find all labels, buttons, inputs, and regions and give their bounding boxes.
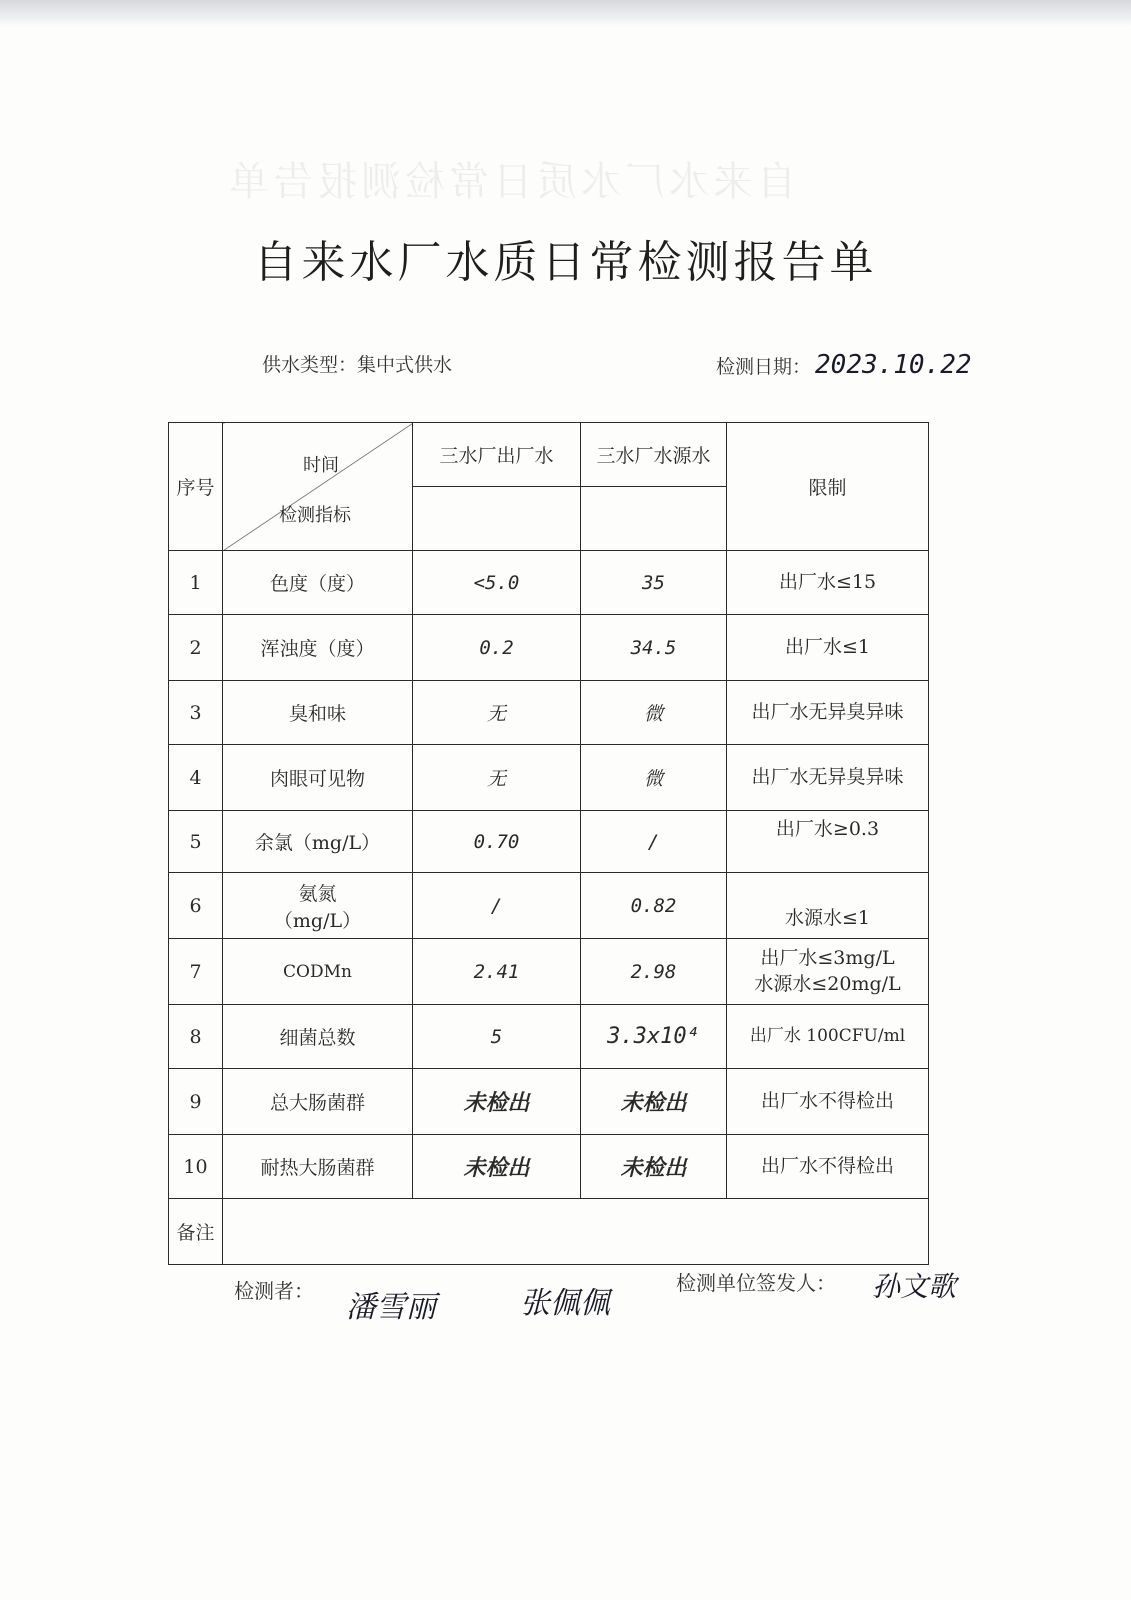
- supply-type: [262, 350, 452, 377]
- indicator-name: 臭和味: [223, 681, 413, 745]
- outlet-value: /: [413, 873, 581, 939]
- outlet-value: 0.70: [413, 811, 581, 873]
- col-header-source: 三水厂水源水: [581, 423, 727, 487]
- outlet-subheader-cell: [413, 487, 581, 551]
- limit-value: 水源水≤1: [727, 873, 929, 939]
- source-value: 未检出: [581, 1135, 727, 1199]
- source-value: 未检出: [581, 1069, 727, 1135]
- source-value: /: [581, 811, 727, 873]
- source-value: 0.82: [581, 873, 727, 939]
- limit-value: 出厂水不得检出: [727, 1135, 929, 1199]
- limit-value: 出厂水 100CFU/ml: [727, 1005, 929, 1069]
- table-row: [169, 681, 929, 745]
- col-header-limit: 限制: [727, 423, 929, 551]
- limit-value: 出厂水无异臭异味: [727, 681, 929, 745]
- table-row: [169, 551, 929, 615]
- limit-value: 出厂水≤1: [727, 615, 929, 681]
- scan-edge: [0, 0, 1131, 26]
- diagonal-header-cell: [223, 423, 413, 551]
- limit-value: 出厂水无异臭异味: [727, 745, 929, 811]
- outlet-value: 2.41: [413, 939, 581, 1005]
- indicator-name: 色度（度）: [223, 551, 413, 615]
- row-number: 2: [169, 615, 223, 681]
- inspector-label: 检测者：: [234, 1279, 314, 1303]
- water-quality-table: [168, 422, 929, 1265]
- limit-value: 出厂水≥0.3: [727, 811, 929, 873]
- row-number: 7: [169, 939, 223, 1005]
- outlet-value: <5.0: [413, 551, 581, 615]
- page-title: 自来水厂水质日常检测报告单: [253, 237, 878, 288]
- indicator-name: [223, 873, 413, 939]
- test-date-value: 2023.10.22: [815, 350, 972, 380]
- source-value: 2.98: [581, 939, 727, 1005]
- supply-type-value: 集中式供水: [357, 354, 453, 376]
- row-number: 10: [169, 1135, 223, 1199]
- table-row: [169, 745, 929, 811]
- table-row: [169, 1135, 929, 1199]
- table-row: [169, 873, 929, 939]
- table-row: [169, 811, 929, 873]
- indicator-name: 余氯（mg/L）: [223, 811, 413, 873]
- row-number: 1: [169, 551, 223, 615]
- indicator-name: 细菌总数: [223, 1005, 413, 1069]
- source-subheader-cell: [581, 487, 727, 551]
- source-value: 3.3x10⁴: [581, 1005, 727, 1069]
- remarks-row: [169, 1199, 929, 1265]
- table-row: [169, 1069, 929, 1135]
- limit-value: 出厂水不得检出: [727, 1069, 929, 1135]
- inspector-signature-1: 潘雪丽: [346, 1290, 436, 1325]
- row-number: 6: [169, 873, 223, 939]
- remarks-content: [223, 1199, 929, 1265]
- table-row: [169, 615, 929, 681]
- table-header-row: [169, 423, 929, 487]
- test-date-label: 检测日期：: [716, 356, 812, 378]
- outlet-value: 无: [413, 681, 581, 745]
- indicator-name: 浑浊度（度）: [223, 615, 413, 681]
- indicator-name: 肉眼可见物: [223, 745, 413, 811]
- outlet-value: 0.2: [413, 615, 581, 681]
- outlet-value: 未检出: [413, 1135, 581, 1199]
- col-header-outlet: 三水厂出厂水: [413, 423, 581, 487]
- seq-header: 序号: [169, 423, 223, 551]
- source-value: 35: [581, 551, 727, 615]
- remarks-label: 备注: [169, 1199, 223, 1265]
- inspector-signature-2: 张佩佩: [520, 1286, 610, 1321]
- issuer-label: 检测单位签发人：: [676, 1271, 836, 1295]
- table-row: [169, 1005, 929, 1069]
- supply-type-label: 供水类型：: [262, 354, 358, 376]
- indicator-name-line2: （mg/L）: [273, 909, 362, 932]
- limit-line2: 水源水≤20mg/L: [754, 972, 901, 995]
- outlet-value: 无: [413, 745, 581, 811]
- outlet-value: 5: [413, 1005, 581, 1069]
- limit-value: [727, 939, 929, 1005]
- row-number: 3: [169, 681, 223, 745]
- row-number: 9: [169, 1069, 223, 1135]
- outlet-value: 未检出: [413, 1069, 581, 1135]
- bleed-through-title: 自来水厂水质日常检测报告单: [225, 159, 797, 205]
- issuer-signature: 孙文歌: [872, 1270, 957, 1303]
- source-value: 34.5: [581, 615, 727, 681]
- diag-header-indicator: 检测指标: [279, 505, 351, 526]
- table-row: [169, 939, 929, 1005]
- limit-value: 出厂水≤15: [727, 551, 929, 615]
- indicator-name: 耐热大肠菌群: [223, 1135, 413, 1199]
- test-date: [716, 350, 972, 380]
- indicator-name-line1: 氨氮: [298, 882, 337, 905]
- row-number: 8: [169, 1005, 223, 1069]
- indicator-name: 总大肠菌群: [223, 1069, 413, 1135]
- limit-line1: 出厂水≤3mg/L: [760, 946, 895, 969]
- source-value: 微: [581, 681, 727, 745]
- row-number: 4: [169, 745, 223, 811]
- source-value: 微: [581, 745, 727, 811]
- row-number: 5: [169, 811, 223, 873]
- indicator-name: CODMn: [223, 939, 413, 1005]
- diag-header-time: 时间: [303, 455, 339, 476]
